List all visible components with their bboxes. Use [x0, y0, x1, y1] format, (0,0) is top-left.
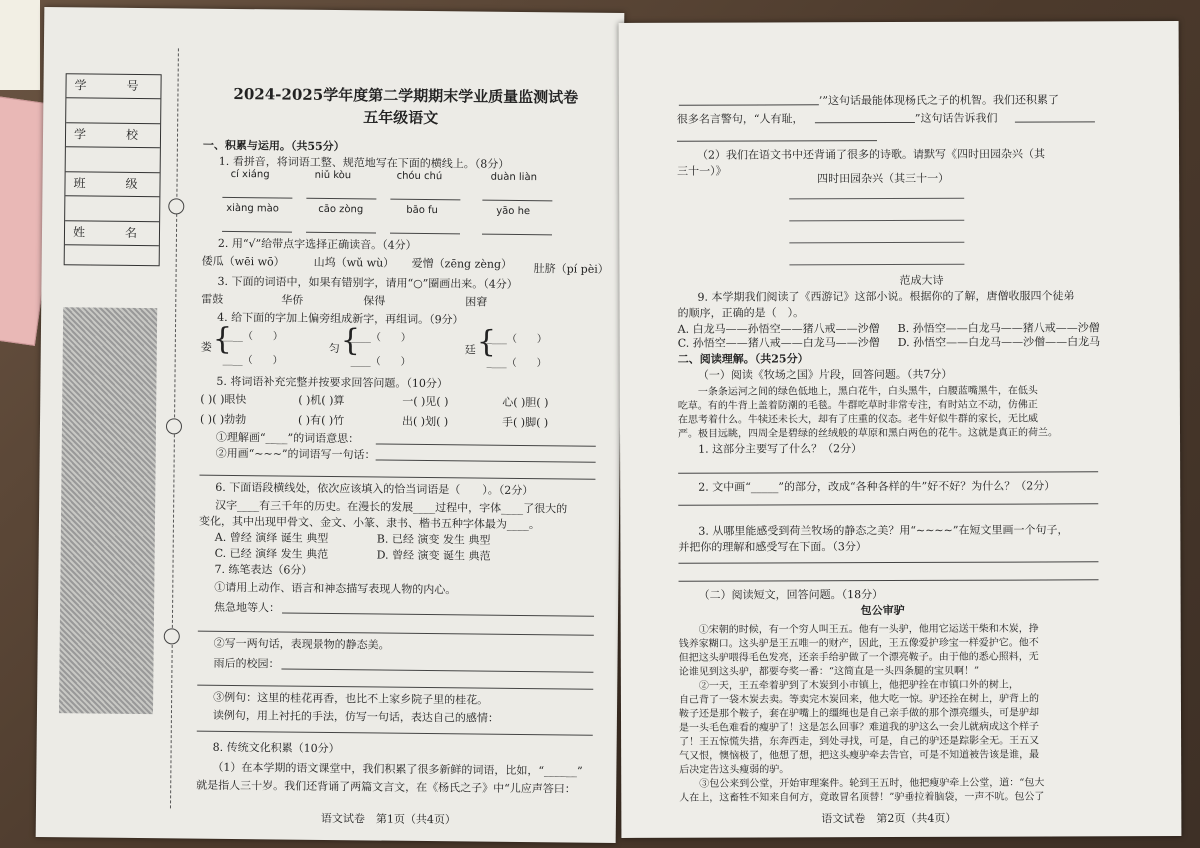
reading-2-heading: （二）阅读短文，回答问题。（18分） [698, 588, 884, 602]
q3-word[interactable]: 困窘 [465, 295, 488, 309]
binding-hatch [59, 307, 157, 714]
answer-line[interactable] [222, 197, 292, 199]
reading-2-title: 包公审驴 [860, 603, 905, 618]
answer-line[interactable] [679, 104, 819, 105]
reading-1-q1: 1. 这部分主要写了什么？（2分） [698, 442, 863, 456]
info-label-class: 班 级 [65, 172, 159, 197]
binding-hole [164, 628, 180, 644]
q7-sub3-b: 读例句，用上衬托的手法，仿写一句话，表达自己的感情： [212, 708, 500, 725]
reading-2-passage: 后决定告这头瘦弱的驴。 [679, 764, 790, 776]
pinyin: duàn liàn [490, 171, 538, 184]
blank-pair[interactable]: ____（ ） [222, 330, 283, 343]
q3-text: 3. 下面的词语中，如果有错别字，请用“○”圈画出来。（4分） [217, 274, 518, 291]
reading-2-passage: 论谁见到这头驴，都要夸奖一番：“这简直是一头四条腿的宝贝啊！” [678, 665, 980, 678]
answer-line[interactable] [482, 200, 552, 202]
q7-prompt: 焦急地等人： [214, 600, 281, 615]
reading-2-passage: 钱养家糊口。这头驴是王五唯一的财产，因此，王五像爱护珍宝一样爱护它。他不 [678, 637, 1039, 650]
idiom[interactable]: ( )机( )算 [298, 393, 345, 408]
pinyin: cí xiáng [230, 168, 270, 181]
answer-line[interactable] [677, 140, 877, 142]
section-2-heading: 二、阅读理解。（共25分） [677, 352, 809, 366]
reading-2-passage: 是一头毛色难看的瘦驴了！这是怎么回事？难道我的驴这么一会儿就病成这个样子 [679, 721, 1040, 734]
idiom[interactable]: ( )有( )竹 [297, 413, 345, 428]
q5-sub1: ①理解画“____”的词语意思： [215, 430, 360, 446]
answer-line[interactable] [482, 234, 552, 236]
reading-2-passage: ②一天，王五牵着驴到了木炭到小市镇上，他把驴拴在市镇口外的树上， [698, 679, 1019, 692]
exam-subtitle: 五年级语文 [363, 108, 439, 128]
info-field-class [65, 196, 159, 222]
reading-1-q2: 2. 文中画“_____”的部分，改成“各种各样的牛”好不好？为什么？（2分） [698, 479, 1056, 494]
q9-text: 9. 本学期我们阅读了《西游记》这部小说。根据你的了解，唐僧收服四个徒弟 [697, 289, 1075, 304]
q6-option[interactable]: C. 已经 演绎 发生 典范 [214, 546, 329, 561]
q7-prompt: 雨后的校园： [213, 656, 280, 671]
answer-line[interactable] [678, 471, 1098, 473]
blank-pair[interactable]: ____（ ） [350, 332, 411, 344]
reading-1-heading: （一）阅读《牧场之国》片段，回答问题。（共7分） [697, 367, 953, 382]
q6-text: 6. 下面语段横线处，依次应该填入的恰当词语是（ ）。（2分） [215, 480, 534, 498]
q9-option[interactable]: C. 孙悟空——猪八戒——白龙马——沙僧 [677, 336, 880, 350]
reading-2-passage: 人在上，这畜牲不知来自何方，竟敢冒名顶替！”驴垂拉着脑袋，一声不吭。包公了 [679, 791, 1045, 804]
binding-hole [166, 418, 182, 434]
poem-line[interactable] [789, 198, 964, 200]
q6-passage: 变化，其中出现甲骨文、金文、小篆、隶书、楷书五种字体最为____。 [198, 514, 541, 532]
q7-text: 7. 练笔表达（6分） [214, 562, 313, 577]
blank-pair[interactable]: ____（ ） [350, 356, 411, 368]
q8-2-text: （2）我们在语文书中还背诵了很多的诗歌。请默写《四时田园杂兴（其 [697, 147, 1046, 162]
q6-passage: 汉字____有三千年的历史。在漫长的发展____过程中，字体____了很大的 [215, 498, 568, 516]
reading-1-q3: 并把你的理解和感受写在下面。（3分） [678, 540, 867, 554]
q3-word[interactable]: 华侨 [281, 293, 304, 307]
q8-2-text: 三十一）》 [677, 164, 727, 178]
answer-line[interactable] [678, 503, 1098, 505]
q7-sub2: ②写一两句话，表现景物的静态美。 [213, 636, 390, 652]
answer-line[interactable] [815, 122, 915, 123]
reading-1-q3: 3. 从哪里能感受到荷兰牧场的静态之美？用“~~~~”在短文里画一个句子， [698, 523, 1069, 538]
q4-char: 匀 [328, 341, 340, 356]
q8-text: 8. 传统文化积累（10分） [212, 740, 340, 756]
q2-item[interactable]: 肚脐（pí pèi） [533, 262, 609, 276]
blank-pair[interactable]: ____（ ） [486, 333, 547, 346]
brace-icon: { [476, 324, 497, 360]
exam-title: 2024-2025学年度第二学期期末学业质量监测试卷 [233, 84, 579, 107]
pinyin: chóu chú [396, 170, 443, 183]
answer-line[interactable] [281, 669, 593, 673]
idiom[interactable]: 出( )划( ) [401, 414, 449, 429]
q8-line: （1）在本学期的语文课堂中，我们积累了很多新鲜的词语，比如，“______” [212, 760, 583, 778]
pinyin: niǔ kòu [314, 169, 352, 182]
answer-line[interactable] [390, 199, 460, 201]
reading-1-passage: 一条条运河之间的绿色低地上，黑白花牛，白头黑牛，白腰蓝嘴黑牛，在低头 [697, 385, 1038, 398]
q6-option[interactable]: A. 曾经 演绎 诞生 典型 [214, 530, 329, 545]
q7-sub3: ③例句：这里的桂花再香，也比不上家乡院子里的桂花。 [213, 690, 489, 707]
pinyin: yāo he [496, 205, 531, 218]
q2-item[interactable]: 倭瓜（wēi wō） [201, 254, 285, 269]
poem-author: 范成大诗 [899, 273, 944, 288]
q9-option[interactable]: B. 孙悟空——白龙马——猪八戒——沙僧 [897, 321, 1100, 336]
reading-2-passage: 但把这头驴喂得毛色发亮，还亲手给驴做了一个漂亮鞍子。由于他的悉心照料，无 [678, 651, 1039, 664]
brace-icon: { [340, 323, 361, 359]
answer-line[interactable] [376, 443, 596, 446]
continuation-text: ”这句话告诉我们 [914, 111, 998, 125]
blank-pair[interactable]: ____（ ） [222, 354, 283, 367]
reading-2-passage: 鞍子还是那个鞍子，套在驴嘴上的缰绳也是自己亲手做的那个漂亮缰头，可是驴却 [678, 707, 1040, 720]
reading-2-passage: ①宋朝的时候，有一个穷人叫王五。他有一头驴，他用它运送干柴和木炭，挣 [698, 623, 1039, 636]
answer-line[interactable] [306, 232, 376, 234]
continuation-text: 很多名言警句，“人有耻， [676, 112, 804, 126]
info-field-id [66, 98, 160, 124]
answer-line[interactable] [282, 613, 594, 617]
student-info-box [64, 73, 162, 266]
info-label-school: 学 校 [66, 123, 160, 148]
info-field-name [65, 245, 159, 270]
q2-item[interactable]: 爱憎（zēng zèng） [411, 256, 513, 271]
section-1-heading: 一、积累与运用。（共55分） [202, 138, 345, 154]
info-label-name: 姓 名 [65, 221, 159, 246]
brace-icon: { [212, 321, 233, 357]
corner-object [0, 0, 40, 90]
continuation-text: ’”这句话最能体现杨氏之子的机智。我们还积累了 [818, 93, 1059, 108]
pinyin: xiàng mào [226, 202, 280, 215]
reading-2-passage: 自己背了一袋木炭去卖。等卖完木炭回来，他大吃一惊。驴还拴在树上，驴背上的 [678, 693, 1039, 706]
page-footer: 语文试卷 第1页（共4页） [320, 811, 456, 827]
q2-item[interactable]: 山坞（wǔ wù） [313, 255, 395, 270]
answer-line[interactable] [390, 233, 460, 235]
q5-sub2: ②用画“~~~”的词语写一句话： [215, 446, 376, 462]
q4-char: 娄 [200, 340, 212, 354]
q2-text: 2. 用“√”给带点字选择正确读音。（4分） [217, 236, 417, 252]
answer-line[interactable] [679, 579, 1099, 581]
answer-line[interactable] [678, 561, 1098, 563]
q3-word[interactable]: 雷鼓 [201, 292, 224, 306]
info-label-id: 学 号 [66, 74, 160, 99]
q6-option[interactable]: B. 已经 演变 发生 典型 [376, 532, 491, 547]
page-footer: 语文试卷 第2页（共4页） [821, 811, 957, 826]
answer-line[interactable] [306, 198, 376, 200]
idiom[interactable]: 手( )脚( ) [501, 415, 549, 430]
answer-line[interactable] [376, 459, 596, 462]
poem-line[interactable] [789, 264, 964, 266]
q9-option[interactable]: A. 白龙马——孙悟空——猪八戒——沙僧 [677, 322, 880, 336]
idiom[interactable]: 心( )胆( ) [502, 395, 549, 410]
reading-2-passage: 气又恨，懊恼极了，他想了想，把这头瘦驴牵去告官，可是不知道被告该是谁，最 [679, 749, 1040, 762]
q9-text: 的顺序，正确的是（ ）。 [677, 306, 805, 320]
q1-text: 1. 看拼音，将词语工整、规范地写在下面的横线上。（8分） [218, 154, 510, 171]
exam-page-2 [619, 21, 1182, 838]
answer-line[interactable] [1015, 121, 1095, 122]
q6-option[interactable]: D. 曾经 演变 诞生 典范 [376, 548, 491, 563]
info-field-school [66, 147, 160, 173]
poem-line[interactable] [789, 220, 964, 222]
q8-line: 就是指人三十岁。我们还背诵了两篇文言文，在《杨氏之子》中“儿应声答曰： [196, 778, 576, 796]
idiom[interactable]: ( )( )眼快 [200, 392, 247, 407]
poem-title: 四时田园杂兴（其三十一） [817, 171, 950, 186]
q4-text: 4. 给下面的字加上偏旁组成新字，再组词。（9分） [217, 310, 464, 327]
blank-pair[interactable]: ____（ ） [486, 357, 547, 370]
q3-word[interactable]: 保得 [363, 294, 386, 308]
reading-2-passage: 了！王五惊慌失措，东奔西走，到处寻找，可是，自己的驴还是踪影全无。王五又 [679, 735, 1040, 748]
idiom[interactable]: ( )( )勃勃 [199, 412, 247, 427]
reading-2-passage: ③包公来到公堂，开始审理案件。轮到王五时，他把瘦驴牵上公堂，道：“包大 [699, 777, 1045, 790]
q4-char: 廷 [464, 343, 476, 357]
q9-option[interactable]: D. 孙悟空——白龙马——沙僧——白龙马 [897, 335, 1101, 350]
exam-page-1 [36, 7, 625, 843]
reading-1-passage: 在思考着什么。牛犊还未长大，却有了庄重的仪态。老牛好似牛群的家长，无比威 [677, 413, 1038, 426]
reading-1-passage: 严。极目远眺，四周全是碧绿的丝绒般的草原和黑白两色的花牛。这就是真正的荷兰。 [677, 427, 1059, 440]
q7-sub1: ①请用上动作、语言和神态描写表现人物的内心。 [214, 580, 457, 597]
binding-hole [168, 198, 184, 214]
q5-text: 5. 将词语补充完整并按要求回答问题。（10分） [216, 374, 449, 391]
answer-line[interactable] [197, 731, 593, 736]
pinyin: bāo fu [406, 204, 438, 217]
pinyin: cāo zòng [318, 203, 364, 216]
reading-1-passage: 吃草。有的牛背上盖着防潮的毛毯。牛群吃草时非常专注，有时站立不动，仿佛正 [677, 399, 1038, 412]
idiom[interactable]: 一( )见( ) [402, 394, 449, 409]
answer-line[interactable] [222, 231, 292, 233]
poem-line[interactable] [789, 242, 964, 244]
